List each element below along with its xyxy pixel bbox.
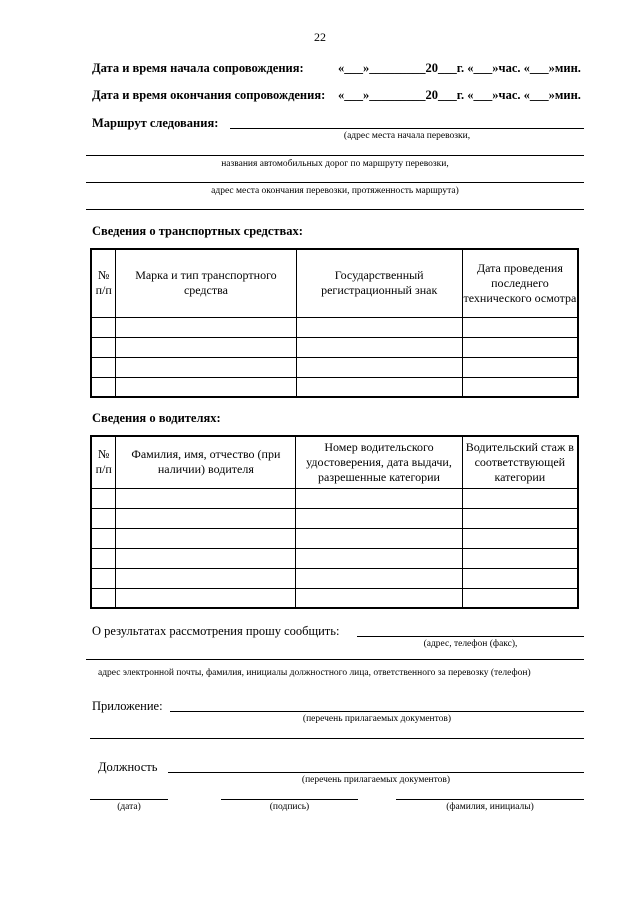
results-label: О результатах рассмотрения прошу сообщить: [92,624,340,638]
route-caption-3: адрес места окончания перевозки, протяженность маршрута) [211,186,459,196]
start-datetime-label: Дата и время начала сопровождения: [92,61,304,75]
results-caption-2: адрес электронной почты, фамилия, инициалы должностного лица, ответственного за перевозку (телефон) [98,668,531,678]
drivers-header-license: Номер водительского удостоверения, дата выдачи, разрешенные категории [296,436,462,488]
drivers-header-name: Фамилия, имя, отчество (при наличии) водителя [116,436,296,488]
name-caption: (фамилия, инициалы) [446,802,534,812]
results-line-2[interactable] [86,659,584,660]
route-caption-2: названия автомобильных дорог по маршруту перевозки, [221,159,449,169]
end-datetime-label: Дата и время окончания сопровождения: [92,88,326,102]
vehicles-header-num: № п/п [91,249,116,317]
table-row[interactable] [91,488,578,508]
position-caption: (перечень прилагаемых документов) [301,775,451,785]
route-caption-1: (адрес места начала перевозки, [343,131,471,141]
start-datetime-fields[interactable]: «___»_________20___г. «___»час. «___»мин. [338,61,581,75]
route-label: Маршрут следования: [92,116,219,130]
vehicles-header-make: Марка и тип транспортного средства [116,249,296,317]
drivers-title: Сведения о водителях: [92,411,221,425]
table-row[interactable] [91,317,578,337]
table-row[interactable] [91,548,578,568]
position-label: Должность [98,760,158,774]
results-line-1[interactable] [357,636,584,637]
attachment-label: Приложение: [92,699,163,713]
drivers-header-experience: Водительский стаж в соответствующей категории [462,436,578,488]
signature-caption: (подпись) [269,802,310,812]
table-row[interactable] [91,528,578,548]
route-line-4[interactable] [86,209,584,210]
date-caption: (дата) [117,802,141,812]
table-row[interactable] [91,337,578,357]
route-line-2[interactable] [86,155,584,156]
table-row[interactable] [91,377,578,397]
table-row[interactable] [91,568,578,588]
table-row[interactable] [91,588,578,608]
vehicles-header-plate: Государственный регистрационный знак [296,249,462,317]
date-line[interactable] [90,799,168,800]
attachment-caption: (перечень прилагаемых документов) [302,714,452,724]
attachment-line-2[interactable] [90,738,584,739]
route-line-1[interactable] [230,128,584,129]
page-number: 22 [314,30,326,44]
signature-line[interactable] [221,799,358,800]
table-row[interactable] [91,357,578,377]
vehicles-table [90,248,579,398]
attachment-line-1[interactable] [170,711,584,712]
name-line[interactable] [396,799,584,800]
vehicles-title: Сведения о транспортных средствах: [92,224,303,238]
drivers-header-num: № п/п [91,436,116,488]
vehicles-header-inspection: Дата проведения последнего технического осмотра [462,249,578,317]
drivers-table [90,435,579,609]
route-line-3[interactable] [86,182,584,183]
results-caption-1: (адрес, телефон (факс), [423,639,518,649]
end-datetime-fields[interactable]: «___»_________20___г. «___»час. «___»мин. [338,88,581,102]
position-line[interactable] [168,772,584,773]
table-row[interactable] [91,508,578,528]
